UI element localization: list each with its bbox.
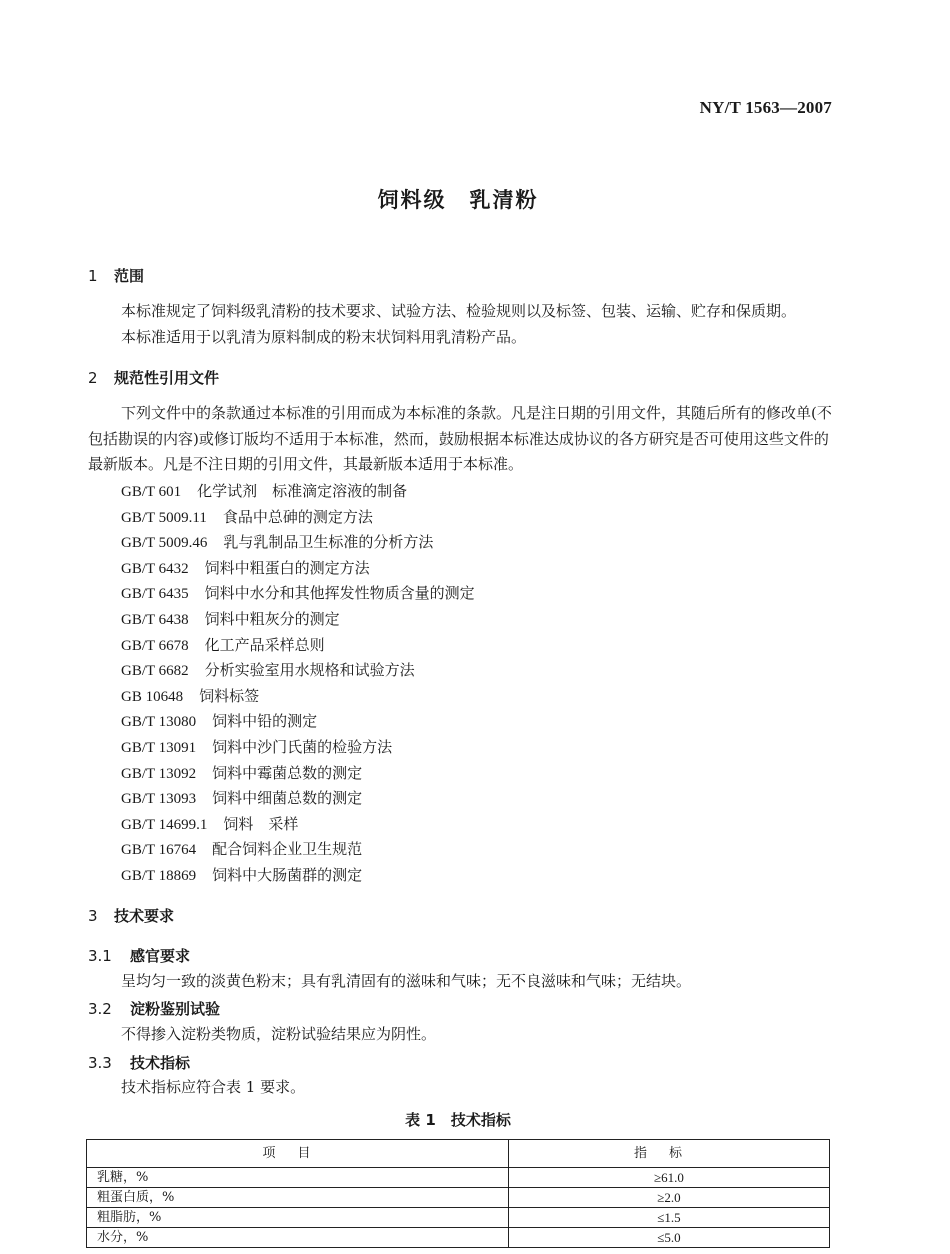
reference-item xyxy=(121,556,475,582)
subsection-3-1-heading xyxy=(88,945,190,966)
table-row xyxy=(87,1168,830,1188)
section-title: 范围 xyxy=(114,267,145,285)
reference-name: 分析实验室用水规格和试验方法 xyxy=(204,661,415,680)
paragraph: 本标准规定了饲料级乳清粉的技术要求、试验方法、检验规则以及标签、包装、运输、贮存和保质期。 xyxy=(121,302,797,320)
paragraph: 本标准适用于以乳清为原料制成的粉末状饲料用乳清粉产品。 xyxy=(121,327,527,346)
reference-code: GB/T 6432 xyxy=(121,560,189,577)
subsection-title: 感官要求 xyxy=(130,947,191,965)
reference-name: 饲料中霉菌总数的测定 xyxy=(212,763,363,782)
subsection-3-2-heading xyxy=(88,998,220,1019)
reference-name: 乳与乳制品卫生标准的分析方法 xyxy=(223,533,434,552)
section-number: 2 xyxy=(88,369,98,387)
subsection-number: 3.3 xyxy=(88,1054,112,1072)
section-title: 规范性引用文件 xyxy=(114,369,220,387)
section-2-heading xyxy=(88,367,219,388)
reference-item xyxy=(121,761,475,787)
table-row xyxy=(87,1208,830,1228)
reference-code: GB/T 18869 xyxy=(121,867,197,884)
section-1-heading xyxy=(88,265,144,286)
reference-item xyxy=(121,735,475,761)
reference-item xyxy=(121,607,475,633)
reference-name: 饲料中沙门氏菌的检验方法 xyxy=(212,737,393,756)
reference-list xyxy=(121,479,475,889)
reference-item xyxy=(121,530,475,556)
reference-code: GB/T 13080 xyxy=(121,714,197,731)
table-cell-item: 粗蛋白质，% xyxy=(87,1188,509,1208)
subsection-3-1-body xyxy=(121,969,841,995)
table-row xyxy=(87,1188,830,1208)
reference-item xyxy=(121,812,475,838)
paragraph: 呈均匀一致的淡黄色粉末；具有乳清固有的滋味和气味；无不良滋味和气味；无结块。 xyxy=(121,972,692,990)
subsection-title: 技术指标 xyxy=(130,1054,191,1072)
reference-name: 饲料中大肠菌群的测定 xyxy=(212,865,363,884)
reference-item xyxy=(121,863,475,889)
reference-item xyxy=(121,479,475,505)
reference-item xyxy=(121,709,475,735)
subsection-3-3-body xyxy=(121,1075,841,1101)
standard-code: NY/T 1563—2007 xyxy=(699,98,832,117)
reference-item xyxy=(121,581,475,607)
section-3-heading xyxy=(88,905,174,926)
reference-code: GB/T 601 xyxy=(121,484,182,500)
paragraph: 下列文件中的条款通过本标准的引用而成为本标准的条款。凡是注日期的引用文件，其随后所有的修改单(不包括勘误的内容)或修订版均不适用于本标准，然而，鼓励根据本标准达成协议的各方研究是否可使用这些文件的最新版本。凡是不注日期的引用文件，其最新版本适用于本标准。 xyxy=(88,404,832,473)
table-cell-value: ≥61.0 xyxy=(509,1168,830,1188)
subsection-3-2-body xyxy=(121,1022,841,1048)
reference-name: 化工产品采样总则 xyxy=(204,635,325,654)
reference-name: 饲料中粗蛋白的测定方法 xyxy=(204,558,370,577)
document-title: 饲料级 乳清粉 xyxy=(377,188,539,212)
reference-item xyxy=(121,837,475,863)
reference-code: GB/T 13093 xyxy=(121,791,197,808)
reference-item xyxy=(121,658,475,684)
reference-name: 食品中总砷的测定方法 xyxy=(222,507,373,526)
table-cell-item: 水分，% xyxy=(87,1228,509,1248)
section-number: 1 xyxy=(88,267,98,285)
reference-name: 饲料标签 xyxy=(199,686,260,705)
subsection-3-3-heading xyxy=(88,1052,190,1073)
reference-code: GB/T 14699.1 xyxy=(121,816,208,833)
subsection-title: 淀粉鉴别试验 xyxy=(130,1000,221,1018)
reference-name: 化学试剂 标准滴定溶液的制备 xyxy=(197,482,408,500)
reference-item xyxy=(121,505,475,531)
paragraph: 技术指标应符合表 1 要求。 xyxy=(121,1078,306,1096)
reference-code: GB/T 6438 xyxy=(121,611,189,628)
reference-code: GB/T 13091 xyxy=(121,739,197,756)
table-header-indicator: 指标 xyxy=(509,1140,830,1168)
table-caption: 表 1 技术指标 xyxy=(405,1111,511,1129)
table-cell-value: ≤5.0 xyxy=(509,1228,830,1248)
table-header-row xyxy=(87,1140,830,1168)
paragraph: 不得掺入淀粉类物质，淀粉试验结果应为阴性。 xyxy=(121,1025,437,1043)
reference-name: 饲料 采样 xyxy=(223,814,299,833)
reference-item xyxy=(121,633,475,659)
reference-code: GB/T 6435 xyxy=(121,586,189,603)
section-title: 技术要求 xyxy=(114,907,175,925)
table-cell-value: ≥2.0 xyxy=(509,1188,830,1208)
section-2-body xyxy=(88,401,836,478)
reference-name: 配合饲料企业卫生规范 xyxy=(212,840,363,859)
subsection-number: 3.1 xyxy=(88,947,112,965)
reference-item xyxy=(121,684,475,710)
table-cell-value: ≤1.5 xyxy=(509,1208,830,1228)
reference-code: GB/T 5009.46 xyxy=(121,535,208,552)
reference-name: 饲料中水分和其他挥发性物质含量的测定 xyxy=(204,584,475,603)
reference-name: 饲料中细菌总数的测定 xyxy=(212,789,363,808)
reference-name: 饲料中铅的测定 xyxy=(212,712,318,731)
table-cell-item: 粗脂肪，% xyxy=(87,1208,509,1228)
reference-code: GB/T 5009.11 xyxy=(121,509,207,526)
subsection-number: 3.2 xyxy=(88,1000,112,1018)
reference-code: GB/T 6682 xyxy=(121,663,189,680)
section-number: 3 xyxy=(88,907,98,925)
reference-code: GB 10648 xyxy=(121,688,184,705)
reference-code: GB/T 16764 xyxy=(121,842,197,859)
reference-item xyxy=(121,786,475,812)
technical-indicators-table xyxy=(86,1139,830,1248)
table-header-item: 项目 xyxy=(87,1140,509,1168)
section-1-body xyxy=(121,299,841,350)
reference-code: GB/T 6678 xyxy=(121,637,189,654)
table-cell-item: 乳糖，% xyxy=(87,1168,509,1188)
reference-code: GB/T 13092 xyxy=(121,765,197,782)
table-row xyxy=(87,1228,830,1248)
reference-name: 饲料中粗灰分的测定 xyxy=(204,609,340,628)
